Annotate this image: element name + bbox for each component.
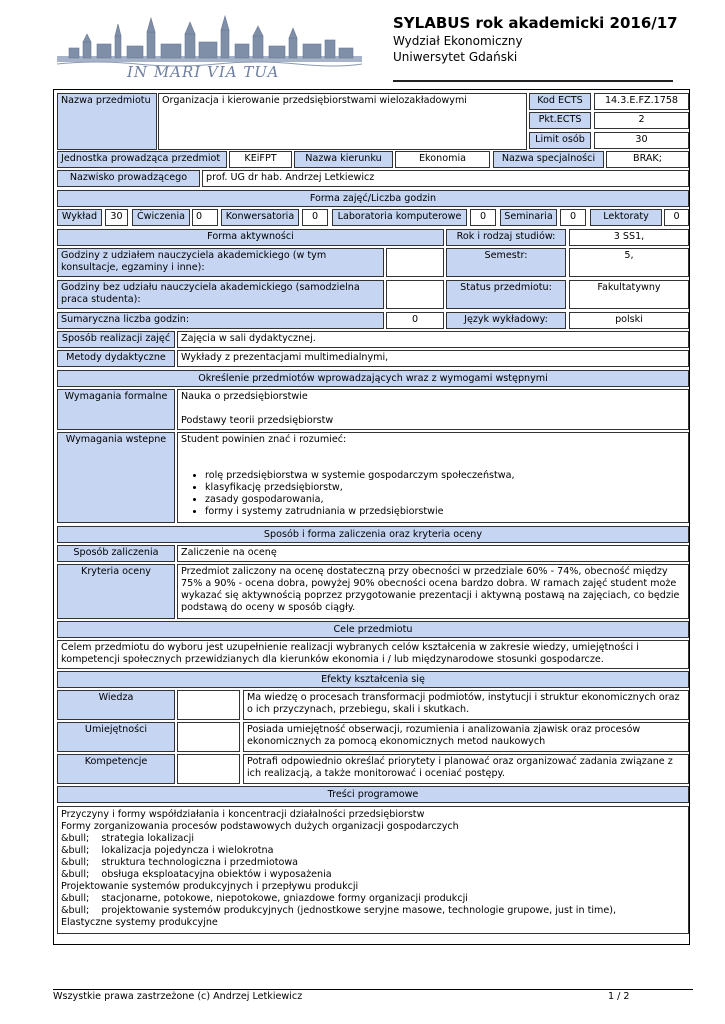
limit-label: Limit osób — [529, 132, 591, 149]
content-line: Elastyczne systemy produkcyjne — [61, 917, 218, 928]
list-item: • klasyfikację przedsiębiorstw, — [205, 482, 685, 494]
goals-bar: Cele przedmiotu — [57, 621, 689, 638]
course-name-label: Nazwa przedmiotu — [57, 93, 157, 150]
course-status-value: Fakultatywny — [569, 280, 689, 309]
semester-value: 5, — [569, 248, 689, 277]
form-conversatory-label: Konwersatoria — [221, 209, 299, 226]
goals-text: Celem przedmiotu do wyboru jest uzupełnienie realizacji wybranych celów kształcenia w zakresie wiedzy, umiejętności i kompetencji społecznych przewidzianych dla kierunków ekonomia i / lub międzynarodowe stosunki gospodarcze. — [57, 640, 689, 669]
field-label: Nazwa kierunku — [294, 151, 393, 168]
outcome-competences-label: Kompetencje — [57, 754, 175, 784]
university-name: Uniwersytet Gdański — [393, 50, 518, 64]
outcome-skills-label: Umiejętności — [57, 722, 175, 752]
form-exercises-label: Ćwiczenia — [132, 209, 190, 226]
activity-form-label: Forma aktywności — [57, 229, 444, 246]
lecturer-value: prof. UG dr hab. Andrzej Letkiewicz — [202, 170, 689, 187]
semester-label: Semestr: — [446, 248, 566, 277]
total-hours-value: 0 — [386, 312, 444, 329]
specialization-label: Nazwa specjalności — [493, 151, 604, 168]
outcomes-bar: Efekty kształcenia się — [57, 671, 689, 688]
footer-page-number: 1 / 2 — [608, 991, 630, 1002]
outcome-knowledge-code — [177, 690, 240, 720]
outcome-competences-code — [177, 754, 240, 784]
form-computer-lab-value: 0 — [470, 209, 496, 226]
study-year-label: Rok i rodzaj studiów: — [446, 229, 566, 246]
initial-requirements-label: Wymagania wstepne — [57, 432, 175, 523]
outcome-competences-text: Potrafi odpowiednio określać priorytety i planować oraz organizować zadania związane z ich realizacją, a także monitorować i oceniać postępy. — [243, 754, 689, 784]
language-value: polski — [569, 312, 689, 329]
form-seminar-value: 0 — [560, 209, 586, 226]
program-content — [57, 806, 689, 934]
list-item: • rolę przedsiębiorstwa w systemie gospodarczym społeczeństwa, — [205, 470, 685, 482]
page-title: SYLABUS rok akademicki 2016/17 — [393, 14, 678, 32]
field-value: Ekonomia — [395, 151, 490, 168]
realization-mode-label: Sposób realizacji zajęć — [57, 331, 175, 348]
content-line: Formy zorganizowania procesów podstawowych dużych organizacji gospodarczych — [61, 821, 459, 832]
footer-copyright: Wszystkie prawa zastrzeżone (c) Andrzej Letkiewicz — [53, 991, 303, 1002]
logo-motto: IN MARI VIA TUA — [127, 63, 280, 80]
assessment-method-label: Sposób zaliczenia — [57, 545, 175, 562]
total-hours-label: Sumaryczna liczba godzin: — [57, 312, 384, 329]
prerequisites-bar: Określenie przedmiotów wprowadzających wraz z wymogami wstępnymi — [57, 370, 689, 387]
content-line: &bull; projektowanie systemów produkcyjnych (jednostkowe seryjne masowe, technologie grupowe, just in time), — [61, 905, 617, 916]
criteria-label: Kryteria oceny — [57, 564, 175, 619]
ects-code-value: 14.3.E.FZ.1758 — [594, 93, 689, 110]
assessment-bar: Sposób i forma zaliczenia oraz kryteria oceny — [57, 526, 689, 543]
form-computer-lab-label: Laboratoria komputerowe — [332, 209, 467, 226]
initial-requirements-list — [205, 470, 685, 518]
study-year-value: 3 SS1, — [569, 229, 689, 246]
content-line: &bull; struktura technologiczna i przedmiotowa — [61, 857, 299, 868]
page-header — [0, 0, 725, 90]
formal-requirements-value — [177, 389, 689, 430]
criteria-value: Przedmiot zaliczony na ocenę dostateczną przy obecności w przedziale 60% - 74%, obecność między 75% a 90% - ocena dobra, powyżej 90% obecności ocena bardzo dobra. W ramach zajęć student może wykazać się aktywnością poprzez przygotowanie prezentacji i aktywną postawą na zajęciach, co będzie podstawą do oceny w sposób ciągły. — [177, 564, 689, 619]
form-lecture-label: Wykład — [57, 209, 102, 226]
form-language-course-value: 0 — [664, 209, 689, 226]
university-logo — [57, 14, 362, 80]
assessment-method-value: Zaliczenie na ocenę — [177, 545, 689, 562]
hours-without-teacher-label: Godziny bez udziału nauczyciela akademickiego (samodzielna praca studenta): — [57, 280, 384, 309]
language-label: Język wykładowy: — [446, 312, 566, 329]
list-item: • formy i systemy zatrudniania w przedsiębiorstwie — [205, 506, 685, 518]
course-name-value: Organizacja i kierowanie przedsiębiorstwami wielozakładowymi — [158, 93, 527, 150]
teaching-methods-label: Metody dydaktyczne — [57, 350, 175, 367]
content-bar: Treści programowe — [57, 786, 689, 803]
hours-with-teacher-label: Godziny z udziałem nauczyciela akademickiego (w tym konsultacje, egzaminy i inne): — [57, 248, 384, 277]
realization-mode-value: Zajęcia w sali dydaktycznej. — [177, 331, 689, 348]
list-item: • zasady gospodarowania, — [205, 494, 685, 506]
formal-requirement-1: Nauka o przedsiębiorstwie — [181, 391, 308, 402]
hours-with-teacher-value — [386, 248, 444, 277]
outcome-knowledge-label: Wiedza — [57, 690, 175, 720]
ects-points-label: Pkt.ECTS — [529, 112, 591, 129]
content-line: &bull; lokalizacja pojedyncza i wielokrotna — [61, 845, 274, 856]
unit-value: KEiFPT — [229, 151, 292, 168]
form-seminar-label: Seminaria — [500, 209, 557, 226]
faculty-name: Wydział Ekonomiczny — [393, 34, 523, 48]
formal-requirements-label: Wymagania formalne — [57, 389, 175, 430]
form-exercises-value: 0 — [192, 209, 218, 226]
hours-without-teacher-value — [386, 280, 444, 309]
form-conversatory-value: 0 — [302, 209, 328, 226]
ects-code-label: Kod ECTS — [529, 93, 591, 110]
initial-requirements-value — [177, 432, 689, 523]
content-line: Przyczyny i formy współdziałania i koncentracji działalności przedsiębiorstw — [61, 809, 425, 820]
limit-value: 30 — [594, 132, 689, 149]
footer-divider — [53, 989, 693, 990]
lecturer-label: Nazwisko prowadzącego — [57, 170, 200, 187]
content-line: &bull; stacjonarne, potokowe, niepotokowe, gniazdowe formy organizacji produkcji — [61, 893, 468, 904]
content-line: Projektowanie systemów produkcyjnych i przepływu produkcji — [61, 881, 359, 892]
content-line: &bull; strategia lokalizacji — [61, 833, 194, 844]
ects-points-value: 2 — [594, 112, 689, 129]
formal-requirement-2: Podstawy teorii przedsiębiorstw — [181, 415, 334, 426]
initial-requirements-intro: Student powinien znać i rozumieć: — [181, 434, 347, 445]
header-divider — [393, 80, 673, 82]
outcome-skills-text: Posiada umiejętność obserwacji, rozumienia i analizowania zjawisk oraz procesów ekonomicznych za pomocą ekonomicznych metod naukowych — [243, 722, 689, 752]
form-lecture-value: 30 — [105, 209, 128, 226]
outcome-knowledge-text: Ma wiedzę o procesach transformacji podmiotów, instytucji i struktur ekonomicznych oraz o ich przyczynach, przebiegu, skali i skutkach. — [243, 690, 689, 720]
content-line: &bull; obsługa eksploatacyjna obiektów i wyposażenia — [61, 869, 332, 880]
unit-label: Jednostka prowadząca przedmiot — [57, 151, 227, 168]
specialization-value: BRAK; — [606, 151, 689, 168]
forms-bar: Forma zajęć/Liczba godzin — [57, 190, 689, 207]
form-language-course-label: Lektoraty — [590, 209, 662, 226]
outcome-skills-code — [177, 722, 240, 752]
teaching-methods-value: Wykłady z prezentacjami multimedialnymi, — [177, 350, 689, 367]
course-status-label: Status przedmiotu: — [446, 280, 566, 309]
